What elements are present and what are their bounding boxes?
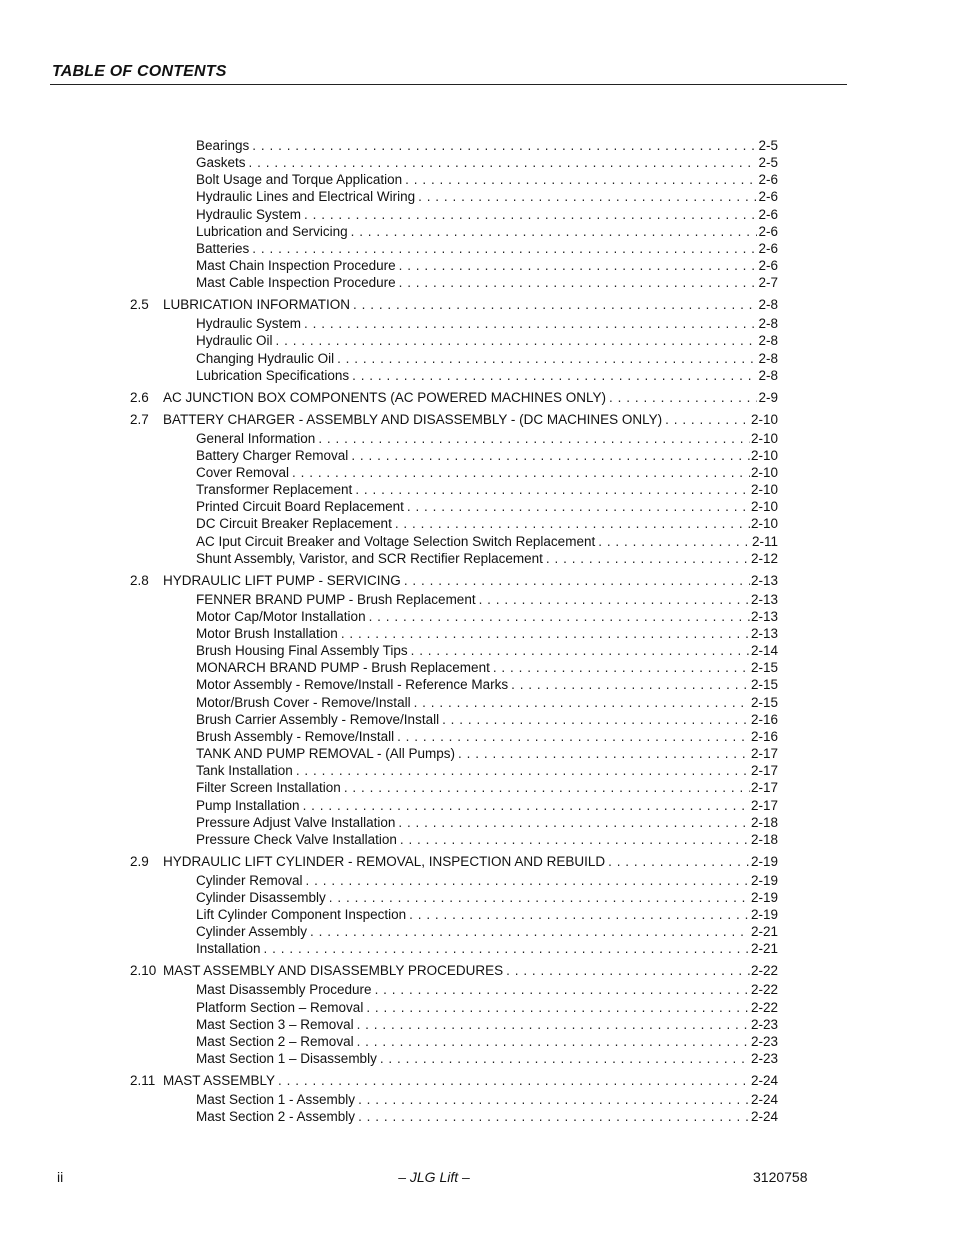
toc-entry-title: LUBRICATION INFORMATION bbox=[163, 297, 351, 313]
dot-leader bbox=[353, 296, 757, 313]
toc-entry[interactable] bbox=[196, 1050, 778, 1067]
toc-entry[interactable] bbox=[196, 676, 778, 693]
toc-entry[interactable] bbox=[196, 154, 778, 171]
toc-entry-title: Motor Assembly - Remove/Install - Reference Marks bbox=[196, 677, 509, 693]
toc-page-number: 2-17 bbox=[750, 763, 778, 779]
toc-entry[interactable] bbox=[196, 814, 778, 831]
dot-leader bbox=[511, 676, 750, 693]
toc-entry[interactable] bbox=[196, 1016, 778, 1033]
toc-entry-title: Pressure Adjust Valve Installation bbox=[196, 814, 396, 830]
toc-entry-title: BATTERY CHARGER - ASSEMBLY AND DISASSEMBLY - (DC MACHINES ONLY) bbox=[163, 411, 663, 427]
dot-leader bbox=[318, 430, 750, 447]
dot-leader bbox=[407, 498, 750, 515]
dot-leader bbox=[609, 389, 757, 406]
toc-page-number: 2-19 bbox=[750, 872, 778, 888]
dot-leader bbox=[366, 999, 750, 1016]
toc-page-number: 2-10 bbox=[750, 499, 778, 515]
toc-entry-title: Gaskets bbox=[196, 155, 246, 171]
toc-entry-title: Changing Hydraulic Oil bbox=[196, 350, 335, 366]
toc-entry-title: AC Iput Circuit Breaker and Voltage Selection Switch Replacement bbox=[196, 533, 596, 549]
toc-page-number: 2-24 bbox=[750, 1109, 778, 1125]
toc-page-number: 2-12 bbox=[750, 550, 778, 566]
toc-entry[interactable] bbox=[196, 642, 778, 659]
toc-entry[interactable] bbox=[196, 923, 778, 940]
toc-page-number: 2-11 bbox=[751, 533, 778, 549]
toc-page-number: 2-7 bbox=[758, 275, 778, 291]
toc-entry[interactable] bbox=[196, 906, 778, 923]
toc-entry[interactable] bbox=[196, 694, 778, 711]
dot-leader bbox=[405, 171, 757, 188]
toc-page-number: 2-5 bbox=[758, 155, 778, 171]
toc-page-number: 2-6 bbox=[758, 172, 778, 188]
toc-section-entry[interactable] bbox=[130, 1072, 778, 1089]
dot-leader bbox=[306, 872, 750, 889]
dot-leader bbox=[351, 223, 758, 240]
toc-entry-title: Hydraulic Oil bbox=[196, 333, 273, 349]
toc-entry[interactable] bbox=[196, 315, 778, 332]
toc-entry[interactable] bbox=[196, 137, 778, 154]
toc-entry[interactable] bbox=[196, 533, 778, 550]
dot-leader bbox=[442, 711, 750, 728]
toc-entry-title: Batteries bbox=[196, 240, 250, 256]
toc-entry[interactable] bbox=[196, 240, 778, 257]
toc-entry[interactable] bbox=[196, 711, 778, 728]
toc-entry[interactable] bbox=[196, 940, 778, 957]
toc-entry-title: Tank Installation bbox=[196, 763, 293, 779]
toc-page-number: 2-8 bbox=[758, 297, 778, 313]
toc-entry[interactable] bbox=[196, 223, 778, 240]
toc-section-number: 2.9 bbox=[130, 853, 149, 869]
dot-leader bbox=[358, 1091, 750, 1108]
dot-leader bbox=[375, 981, 750, 998]
toc-entry-title: Mast Section 3 – Removal bbox=[196, 1016, 354, 1032]
toc-page-number: 2-10 bbox=[750, 447, 778, 463]
toc-page-number: 2-17 bbox=[750, 746, 778, 762]
toc-entry[interactable] bbox=[196, 350, 778, 367]
dot-leader bbox=[665, 411, 750, 428]
toc-entry-title: Cylinder Removal bbox=[196, 872, 303, 888]
toc-entry[interactable] bbox=[196, 1091, 778, 1108]
toc-page-number: 2-8 bbox=[758, 316, 778, 332]
toc-entry-title: Mast Section 1 - Assembly bbox=[196, 1092, 356, 1107]
toc-entry[interactable] bbox=[196, 1108, 778, 1125]
toc-entry[interactable] bbox=[196, 498, 778, 515]
dot-leader bbox=[344, 779, 750, 796]
toc-entry-title: Battery Charger Removal bbox=[196, 447, 349, 463]
toc-page-number: 2-16 bbox=[750, 711, 778, 727]
toc-page-number: 2-21 bbox=[750, 941, 778, 957]
toc-page-number: 2-19 bbox=[750, 907, 778, 923]
dot-leader bbox=[252, 137, 757, 154]
dot-leader bbox=[404, 572, 750, 589]
dot-leader bbox=[249, 154, 758, 171]
toc-entry[interactable] bbox=[196, 188, 778, 205]
toc-page-number: 2-21 bbox=[750, 924, 778, 940]
dot-leader bbox=[546, 550, 750, 567]
toc-entry[interactable] bbox=[196, 257, 778, 274]
toc-page-number: 2-8 bbox=[758, 350, 778, 366]
dot-leader bbox=[479, 591, 750, 608]
toc-entry[interactable] bbox=[196, 728, 778, 745]
toc-entry-title: Mast Section 1 – Disassembly bbox=[196, 1051, 377, 1066]
toc-section-entry[interactable] bbox=[130, 411, 778, 428]
toc-entry-title: Cylinder Disassembly bbox=[196, 889, 326, 905]
dot-leader bbox=[380, 1050, 750, 1067]
dot-leader bbox=[399, 274, 758, 291]
toc-entry-title: HYDRAULIC LIFT PUMP - SERVICING bbox=[163, 572, 401, 588]
dot-leader bbox=[414, 694, 750, 711]
toc-page-number: 2-10 bbox=[750, 464, 778, 480]
toc-entry-title: AC JUNCTION BOX COMPONENTS (AC POWERED MACHINES ONLY) bbox=[163, 389, 607, 405]
toc-entry-title: Mast Chain Inspection Procedure bbox=[196, 258, 396, 274]
toc-page-number: 2-18 bbox=[750, 831, 778, 847]
toc-entry[interactable] bbox=[196, 550, 778, 567]
dot-leader bbox=[598, 533, 751, 550]
toc-entry-title: Pump Installation bbox=[196, 797, 300, 813]
toc-entry-title: Lift Cylinder Component Inspection bbox=[196, 907, 407, 923]
toc-page-number: 2-6 bbox=[758, 189, 778, 205]
toc-section-number: 2.7 bbox=[130, 411, 149, 427]
dot-leader bbox=[310, 923, 750, 940]
dot-leader bbox=[411, 642, 750, 659]
toc-page-number: 2-23 bbox=[750, 1016, 778, 1032]
dot-leader bbox=[278, 1072, 750, 1089]
toc-page-number: 2-14 bbox=[750, 643, 778, 659]
toc-page-number: 2-8 bbox=[758, 333, 778, 349]
toc-section-number: 2.5 bbox=[130, 297, 149, 313]
toc-page-number: 2-16 bbox=[750, 728, 778, 744]
toc-entry[interactable] bbox=[196, 332, 778, 349]
toc-entry[interactable] bbox=[196, 591, 778, 608]
toc-page-number: 2-22 bbox=[750, 963, 778, 979]
toc-entry-title: Lubrication Specifications bbox=[196, 367, 350, 383]
toc-entry-title: Lubrication and Servicing bbox=[196, 223, 348, 239]
toc-page-number: 2-19 bbox=[750, 889, 778, 905]
dot-leader bbox=[608, 853, 750, 870]
dot-leader bbox=[418, 188, 757, 205]
toc-entry-title: Hydraulic Lines and Electrical Wiring bbox=[196, 189, 416, 205]
dot-leader bbox=[351, 447, 750, 464]
dot-leader bbox=[409, 906, 750, 923]
toc-entry[interactable] bbox=[196, 889, 778, 906]
toc-entry[interactable] bbox=[196, 206, 778, 223]
toc-entry-title: DC Circuit Breaker Replacement bbox=[196, 516, 392, 532]
toc-page-number: 2-15 bbox=[750, 694, 778, 710]
toc-entry-title: Hydraulic System bbox=[196, 206, 302, 222]
toc-page-number: 2-6 bbox=[758, 258, 778, 274]
toc-page-number: 2-19 bbox=[750, 853, 778, 869]
dot-leader bbox=[276, 332, 758, 349]
toc-page-number: 2-13 bbox=[750, 626, 778, 641]
toc-entry-title: Shunt Assembly, Varistor, and SCR Rectifier Replacement bbox=[196, 550, 543, 566]
dot-leader bbox=[357, 1016, 750, 1033]
toc-entry[interactable] bbox=[196, 171, 778, 188]
toc-page-number: 2-6 bbox=[758, 206, 778, 222]
toc-page-number: 2-18 bbox=[750, 814, 778, 830]
dot-leader bbox=[506, 962, 750, 979]
toc-entry-title: TANK AND PUMP REMOVAL - (All Pumps) bbox=[196, 746, 456, 762]
toc-section-number: 2.11 bbox=[130, 1073, 156, 1088]
toc-page-number: 2-13 bbox=[750, 591, 778, 607]
toc-entry-title: Installation bbox=[196, 941, 261, 957]
toc-entry[interactable] bbox=[196, 625, 778, 642]
toc-page-number: 2-6 bbox=[758, 240, 778, 256]
dot-leader bbox=[395, 515, 750, 532]
toc-page-number: 2-17 bbox=[750, 780, 778, 796]
dot-leader bbox=[303, 797, 750, 814]
footer-doc-number: 3120758 bbox=[753, 1169, 808, 1185]
toc-entry[interactable] bbox=[196, 762, 778, 779]
toc-entry-title: Printed Circuit Board Replacement bbox=[196, 499, 404, 515]
toc-entry[interactable] bbox=[196, 745, 778, 762]
dot-leader bbox=[458, 745, 750, 762]
toc-page-number: 2-24 bbox=[750, 1073, 778, 1088]
toc-entry[interactable] bbox=[196, 515, 778, 532]
dot-leader bbox=[296, 762, 750, 779]
toc-page-number: 2-10 bbox=[750, 516, 778, 532]
toc-entry-title: Motor Cap/Motor Installation bbox=[196, 608, 366, 624]
toc-entry-title: Pressure Check Valve Installation bbox=[196, 831, 397, 847]
dot-leader bbox=[357, 1033, 750, 1050]
toc-page-number: 2-13 bbox=[750, 572, 778, 588]
toc-entry-title: Motor/Brush Cover - Remove/Install bbox=[196, 694, 411, 710]
page-header-title: TABLE OF CONTENTS bbox=[52, 63, 227, 80]
toc-section-number: 2.10 bbox=[130, 963, 157, 979]
toc-page-number: 2-24 bbox=[750, 1092, 778, 1107]
toc-page-number: 2-6 bbox=[758, 223, 778, 239]
toc-section-number: 2.8 bbox=[130, 572, 149, 588]
toc-entry-title: HYDRAULIC LIFT CYLINDER - REMOVAL, INSPECTION AND REBUILD bbox=[163, 853, 606, 869]
toc-entry-title: Bearings bbox=[196, 138, 250, 153]
toc-entry[interactable] bbox=[196, 981, 778, 998]
toc-entry[interactable] bbox=[196, 797, 778, 814]
toc-entry[interactable] bbox=[196, 608, 778, 625]
toc-page-number: 2-23 bbox=[750, 1051, 778, 1066]
toc-entry-title: Hydraulic System bbox=[196, 316, 302, 332]
toc-entry[interactable] bbox=[196, 481, 778, 498]
toc-entry-title: MAST ASSEMBLY AND DISASSEMBLY PROCEDURES bbox=[163, 963, 504, 979]
toc-page-number: 2-10 bbox=[750, 430, 778, 446]
dot-leader bbox=[398, 814, 750, 831]
toc-entry[interactable] bbox=[196, 779, 778, 796]
toc-entry[interactable] bbox=[196, 831, 778, 848]
toc-section-entry[interactable] bbox=[130, 296, 778, 313]
toc-entry[interactable] bbox=[196, 447, 778, 464]
toc-entry-title: FENNER BRAND PUMP - Brush Replacement bbox=[196, 591, 476, 607]
toc-entry[interactable] bbox=[196, 464, 778, 481]
toc-section-number: 2.6 bbox=[130, 389, 149, 405]
toc-page-number: 2-22 bbox=[750, 982, 778, 998]
dot-leader bbox=[337, 350, 757, 367]
dot-leader bbox=[493, 659, 750, 676]
toc-entry[interactable] bbox=[196, 1033, 778, 1050]
toc-page-number: 2-5 bbox=[758, 138, 778, 153]
dot-leader bbox=[400, 831, 750, 848]
toc-entry[interactable] bbox=[196, 872, 778, 889]
toc-entry[interactable] bbox=[196, 659, 778, 676]
toc-entry-title: Cover Removal bbox=[196, 464, 290, 480]
toc-entry-title: Motor Brush Installation bbox=[196, 626, 338, 641]
dot-leader bbox=[369, 608, 750, 625]
toc-page-number: 2-9 bbox=[758, 389, 778, 405]
dot-leader bbox=[341, 625, 750, 642]
dot-leader bbox=[397, 728, 750, 745]
toc-entry-title: Mast Section 2 – Removal bbox=[196, 1033, 354, 1049]
toc-entry-title: Brush Carrier Assembly - Remove/Install bbox=[196, 711, 440, 727]
toc-entry-title: General Information bbox=[196, 430, 316, 446]
toc-entry[interactable] bbox=[196, 999, 778, 1016]
toc-section-entry[interactable] bbox=[130, 962, 778, 979]
toc-page-number: 2-10 bbox=[750, 482, 778, 498]
footer-page-number: ii bbox=[57, 1169, 64, 1185]
toc-entry-title: Filter Screen Installation bbox=[196, 780, 341, 796]
toc-entry-title: Platform Section – Removal bbox=[196, 999, 364, 1015]
dot-leader bbox=[358, 1108, 750, 1125]
toc-entry-title: Mast Cable Inspection Procedure bbox=[196, 275, 396, 291]
toc-page-number: 2-15 bbox=[750, 660, 778, 676]
toc-entry-title: Brush Assembly - Remove/Install bbox=[196, 728, 395, 744]
dot-leader bbox=[304, 206, 757, 223]
toc-entry-title: MONARCH BRAND PUMP - Brush Replacement bbox=[196, 660, 490, 676]
toc-entry[interactable] bbox=[196, 430, 778, 447]
footer-publisher: – JLG Lift – bbox=[398, 1169, 470, 1185]
toc-section-entry[interactable] bbox=[130, 572, 778, 589]
dot-leader bbox=[264, 940, 750, 957]
dot-leader bbox=[304, 315, 757, 332]
toc-page-number: 2-17 bbox=[750, 797, 778, 813]
toc-entry-title: Bolt Usage and Torque Application bbox=[196, 172, 403, 188]
dot-leader bbox=[352, 367, 757, 384]
dot-leader bbox=[329, 889, 750, 906]
toc-section-entry[interactable] bbox=[130, 853, 778, 870]
toc-entry-title: Mast Section 2 - Assembly bbox=[196, 1109, 356, 1125]
dot-leader bbox=[252, 240, 757, 257]
toc-entry-title: Transformer Replacement bbox=[196, 482, 353, 498]
toc-page-number: 2-22 bbox=[750, 999, 778, 1015]
toc-entry-title: Mast Disassembly Procedure bbox=[196, 982, 372, 998]
toc-page-number: 2-10 bbox=[750, 411, 778, 427]
dot-leader bbox=[399, 257, 758, 274]
toc-page-number: 2-15 bbox=[750, 677, 778, 693]
dot-leader bbox=[292, 464, 750, 481]
toc-page-number: 2-13 bbox=[750, 608, 778, 624]
toc-entry-title: Brush Housing Final Assembly Tips bbox=[196, 643, 408, 659]
toc-entry-title: MAST ASSEMBLY bbox=[163, 1073, 276, 1088]
toc-entry-title: Cylinder Assembly bbox=[196, 924, 308, 940]
toc-entry[interactable] bbox=[196, 274, 778, 291]
toc-entry[interactable] bbox=[196, 367, 778, 384]
dot-leader bbox=[355, 481, 750, 498]
toc-page-number: 2-23 bbox=[750, 1033, 778, 1049]
toc-section-entry[interactable] bbox=[130, 389, 778, 406]
toc-page-number: 2-8 bbox=[758, 367, 778, 383]
